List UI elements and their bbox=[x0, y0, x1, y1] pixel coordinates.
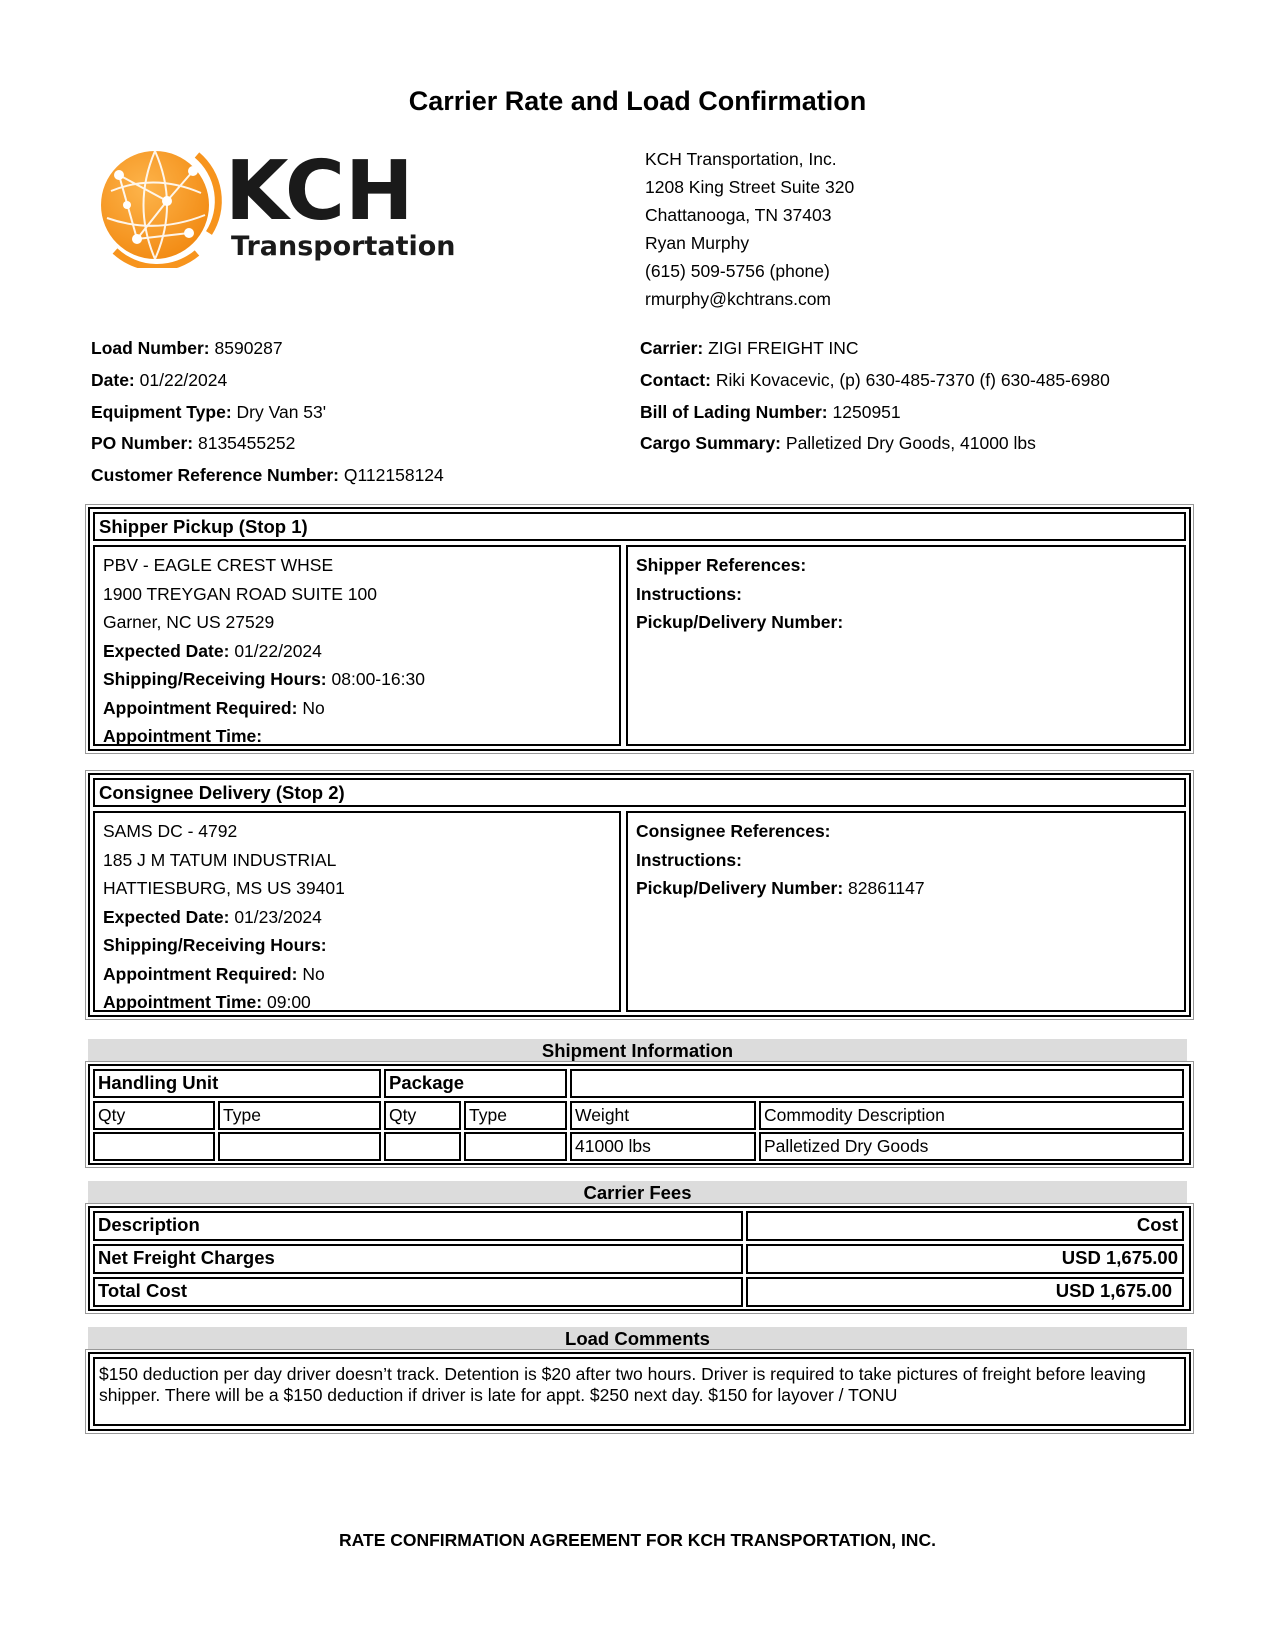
equipment-label: Equipment Type: bbox=[91, 401, 232, 422]
weight-cell: 41000 lbs bbox=[570, 1132, 756, 1161]
pkg-type-column: Type bbox=[464, 1101, 567, 1130]
shipper-appt-req-value: No bbox=[302, 697, 325, 718]
rate-confirmation-footer: RATE CONFIRMATION AGREEMENT FOR KCH TRANSPORTATION, INC. bbox=[339, 1530, 936, 1550]
fees-cost-header: Cost bbox=[746, 1211, 1184, 1241]
consignee-name: SAMS DC - 4792 bbox=[103, 821, 238, 841]
consignee-heading: Consignee Delivery (Stop 2) bbox=[93, 778, 1186, 807]
shipper-references bbox=[626, 545, 1186, 746]
consignee-appt-time-label: Appointment Time: bbox=[103, 992, 263, 1012]
total-cost-label: Total Cost bbox=[93, 1277, 743, 1307]
load-comments-heading: Load Comments bbox=[88, 1327, 1187, 1350]
load-details bbox=[91, 333, 444, 492]
shipment-blank-header bbox=[570, 1069, 1184, 1098]
consignee-appt-req-value: No bbox=[302, 963, 325, 984]
shipper-hours-label: Shipping/Receiving Hours: bbox=[103, 669, 327, 689]
pkg-type-cell bbox=[464, 1132, 567, 1161]
shipment-info-heading: Shipment Information bbox=[88, 1039, 1187, 1062]
pkg-qty-column: Qty bbox=[384, 1101, 461, 1130]
shipper-refs-label: Shipper References: bbox=[636, 555, 807, 575]
shipper-expected-label: Expected Date: bbox=[103, 640, 230, 661]
net-freight-label: Net Freight Charges bbox=[93, 1244, 743, 1274]
shipment-info-table bbox=[88, 1064, 1191, 1165]
globe-network-icon bbox=[97, 143, 477, 268]
po-value: 8135455252 bbox=[197, 433, 296, 454]
cargo-label: Cargo Summary: bbox=[640, 433, 782, 454]
consignee-pd-number-value: 82861147 bbox=[848, 878, 925, 898]
commodity-cell: Palletized Dry Goods bbox=[759, 1132, 1184, 1161]
load-comments-box bbox=[88, 1352, 1191, 1431]
company-address-line1: 1208 King Street Suite 320 bbox=[645, 177, 855, 197]
consignee-appt-time-value: 09:00 bbox=[267, 992, 311, 1012]
document-title: Carrier Rate and Load Confirmation bbox=[408, 86, 867, 116]
hu-qty-cell bbox=[93, 1132, 215, 1161]
load-number-value: 8590287 bbox=[214, 338, 283, 358]
carrier-fees-table bbox=[88, 1206, 1191, 1311]
company-name: KCH Transportation, Inc. bbox=[645, 149, 837, 169]
hu-type-cell bbox=[218, 1132, 381, 1161]
equipment-value: Dry Van 53' bbox=[236, 401, 327, 422]
package-header: Package bbox=[384, 1069, 567, 1098]
consignee-city: HATTIESBURG, MS US 39401 bbox=[103, 878, 345, 898]
shipper-name: PBV - EAGLE CREST WHSE bbox=[103, 555, 334, 575]
consignee-pd-number-label: Pickup/Delivery Number: bbox=[636, 878, 844, 898]
consignee-expected-label: Expected Date: bbox=[103, 906, 230, 927]
commodity-column: Commodity Description bbox=[759, 1101, 1184, 1130]
shipper-pickup-section bbox=[88, 507, 1191, 751]
load-number-label: Load Number: bbox=[91, 338, 210, 358]
shipper-appt-req-label: Appointment Required: bbox=[103, 697, 298, 718]
cargo-value: Palletized Dry Goods, 41000 lbs bbox=[785, 433, 1036, 454]
shipper-hours-value: 08:00-16:30 bbox=[331, 669, 425, 689]
logo-wordmark: KCH bbox=[225, 144, 414, 239]
fees-description-header: Description bbox=[93, 1211, 743, 1241]
carrier-label: Carrier: bbox=[640, 338, 704, 358]
date-value: 01/22/2024 bbox=[139, 369, 228, 390]
carrier-value: ZIGI FREIGHT INC bbox=[708, 338, 859, 358]
company-phone: (615) 509-5756 (phone) bbox=[645, 261, 830, 281]
consignee-refs-label: Consignee References: bbox=[636, 821, 831, 841]
shipper-pd-number-label: Pickup/Delivery Number: bbox=[636, 612, 844, 632]
consignee-instructions-label: Instructions: bbox=[636, 849, 742, 870]
company-logo bbox=[97, 143, 477, 268]
carrier-fees-heading: Carrier Fees bbox=[88, 1181, 1187, 1204]
bol-value: 1250951 bbox=[832, 401, 901, 422]
contact-value: Riki Kovacevic, (p) 630-485-7370 (f) 630-485-6980 bbox=[715, 369, 1110, 390]
consignee-address: 185 J M TATUM INDUSTRIAL bbox=[103, 849, 337, 870]
shipper-expected-value: 01/22/2024 bbox=[234, 640, 322, 661]
consignee-expected-value: 01/23/2024 bbox=[234, 906, 322, 927]
shipper-appt-time-label: Appointment Time: bbox=[103, 726, 263, 746]
handling-unit-header: Handling Unit bbox=[93, 1069, 381, 1098]
hu-type-column: Type bbox=[218, 1101, 381, 1130]
carrier-details bbox=[640, 333, 1110, 460]
company-contact: Ryan Murphy bbox=[645, 233, 750, 253]
shipper-heading: Shipper Pickup (Stop 1) bbox=[93, 512, 1186, 541]
consignee-delivery-section bbox=[88, 773, 1191, 1017]
company-email: rmurphy@kchtrans.com bbox=[645, 289, 832, 309]
shipper-city: Garner, NC US 27529 bbox=[103, 612, 275, 632]
consignee-references bbox=[626, 811, 1186, 1012]
pkg-qty-cell bbox=[384, 1132, 461, 1161]
logo-subtitle: Transportation bbox=[231, 231, 456, 262]
bol-label: Bill of Lading Number: bbox=[640, 401, 828, 422]
weight-column: Weight bbox=[570, 1101, 756, 1130]
customer-ref-label: Customer Reference Number: bbox=[91, 465, 339, 486]
date-label: Date: bbox=[91, 369, 135, 390]
shipper-details bbox=[93, 545, 621, 746]
po-label: PO Number: bbox=[91, 433, 194, 454]
hu-qty-column: Qty bbox=[93, 1101, 215, 1130]
customer-ref-value: Q112158124 bbox=[343, 465, 444, 486]
contact-label: Contact: bbox=[640, 369, 711, 390]
load-comments-text: $150 deduction per day driver doesn’t track. Detention is $20 after two hours. Driver is required to take pictures of freight before leaving shipper. There will be a $150 deduction if driver is late for appt. $250 next day. $150 for layover / TONU bbox=[93, 1357, 1186, 1426]
total-cost-value: USD 1,675.00 bbox=[746, 1277, 1184, 1307]
shipper-instructions-label: Instructions: bbox=[636, 583, 742, 604]
consignee-details bbox=[93, 811, 621, 1012]
company-address-block bbox=[645, 145, 854, 313]
shipper-address: 1900 TREYGAN ROAD SUITE 100 bbox=[103, 583, 377, 604]
consignee-appt-req-label: Appointment Required: bbox=[103, 963, 298, 984]
consignee-hours-label: Shipping/Receiving Hours: bbox=[103, 935, 327, 955]
net-freight-cost: USD 1,675.00 bbox=[746, 1244, 1184, 1274]
company-address-line2: Chattanooga, TN 37403 bbox=[645, 205, 832, 225]
